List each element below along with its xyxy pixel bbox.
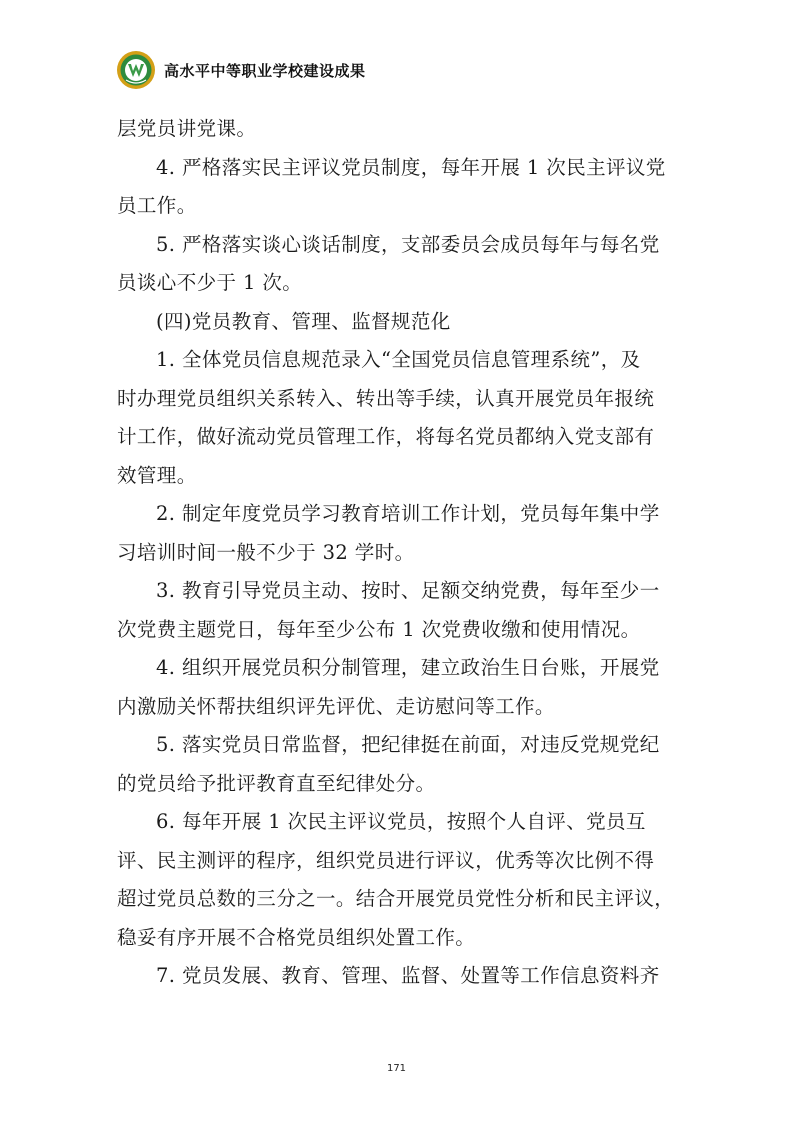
text-line: 6. 每年开展 1 次民主评议党员，按照个人自评、党员互 [156, 810, 646, 833]
text-line: 1. 全体党员信息规范录入“全国党员信息管理系统”，及 [156, 348, 641, 371]
text-line: (四)党员教育、管理、监督规范化 [156, 309, 451, 333]
text-line: 次党费主题党日，每年至少公布 1 次党费收缴和使用情况。 [117, 617, 641, 641]
text-line: 4. 组织开展党员积分制管理，建立政治生日台账，开展党 [156, 656, 660, 679]
text-line: 评、民主测评的程序，组织党员进行评议，优秀等次比例不得 [117, 848, 655, 872]
text-line: 超过党员总数的三分之一。结合开展党员党性分析和民主评议， [117, 887, 675, 910]
header-title: 高水平中等职业学校建设成果 [164, 61, 366, 80]
text-line: 2. 制定年度党员学习教育培训工作计划，党员每年集中学 [156, 502, 660, 525]
text-line: 4. 严格落实民主评议党员制度，每年开展 1 次民主评议党 [156, 155, 666, 179]
document-body [117, 110, 682, 996]
page-header [116, 50, 366, 90]
text-line: 效管理。 [117, 463, 197, 487]
text-line: 计工作，做好流动党员管理工作，将每名党员都纳入党支部有 [117, 425, 655, 448]
text-line: 层党员讲党课。 [117, 117, 257, 140]
text-line: 的党员给予批评教育直至纪律处分。 [117, 771, 436, 795]
text-line: 内激励关怀帮扶组织评先评优、走访慰问等工作。 [117, 694, 555, 718]
text-line: 5. 严格落实谈心谈话制度，支部委员会成员每年与每名党 [156, 232, 660, 256]
text-line: 员谈心不少于 1 次。 [117, 271, 303, 294]
text-line: 时办理党员组织关系转入、转出等手续，认真开展党员年报统 [117, 386, 655, 410]
page-number: 171 [386, 1063, 407, 1074]
text-line: 稳妥有序开展不合格党员组织处置工作。 [117, 925, 476, 949]
text-line: 7. 党员发展、教育、管理、监督、处置等工作信息资料齐 [156, 964, 660, 987]
text-line: 员工作。 [117, 194, 197, 217]
text-line: 3. 教育引导党员主动、按时、足额交纳党费，每年至少一 [156, 579, 660, 602]
text-line: 习培训时间一般不少于 32 学时。 [117, 540, 415, 564]
text-line: 5. 落实党员日常监督，把纪律挺在前面，对违反党规党纪 [156, 733, 660, 756]
school-logo-icon [116, 50, 156, 90]
